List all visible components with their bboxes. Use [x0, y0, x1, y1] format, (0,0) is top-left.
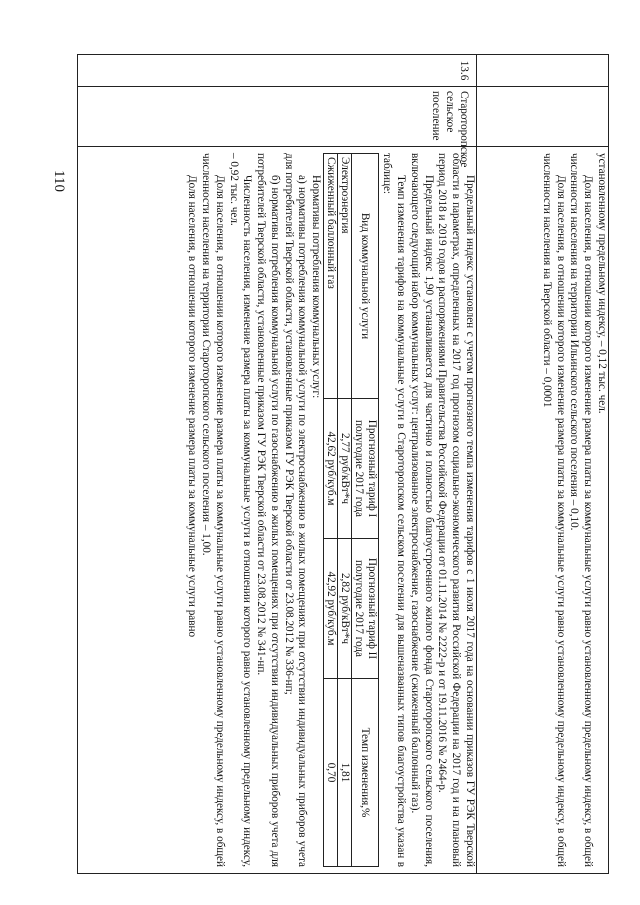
text-paragraph: Нормативы потребления коммунальных услуг: — [310, 175, 323, 399]
tariff-table — [323, 153, 379, 867]
row-content — [477, 147, 609, 874]
text-paragraph: установленному предельному индексу, – 0,12 тыс. чел. — [596, 153, 608, 414]
tariff-header-cell: Темп изменения,% — [351, 679, 378, 867]
settlement-name: Староторопское сельское поселение — [78, 87, 477, 147]
page-number: 110 — [51, 170, 67, 192]
regulation-table — [77, 54, 609, 874]
text-paragraph: Численность населения, изменение размера платы за коммунальные услуги в отношении которого равно установленному предельному индексу, – 0,92 тыс. чел. — [227, 153, 254, 867]
rotated-content — [77, 54, 609, 874]
row-content — [78, 147, 477, 874]
tariff-header-cell: Вид коммунальной услуги — [351, 154, 378, 399]
tariff-cell: 2,77 руб/кВт*ч — [338, 399, 352, 539]
text-paragraph: б) нормативы потребления коммунальной услуги по газоснабжению в жилых помещениях при отсутствии индивидуальных приборов учета для потребителей Тверской области, установленные приказом ГУ РЭК Тверской области от 23.08.2012 № 341-нп. — [255, 153, 281, 867]
text-paragraph: Доля населения, в отношении которого изменение размера платы за коммунальные услуги равно установленному предельному индексу, в общей численности населения на территории Староторопского сельского поселения – 1,00. — [200, 153, 226, 867]
table-row — [78, 55, 477, 874]
tariff-header-cell: Прогнозный тариф II полугодие 2017 года — [351, 539, 378, 679]
text-paragraph: Темп изменения тарифов на коммунальные услуги в Староторопском сельском поселении для вышеназванных типов благоустройства указан в таблице: — [381, 153, 408, 867]
text-paragraph: а) нормативы потребления коммунальной услуги по электроснабжению в жилых помещениях при отсутствии индивидуальных приборов учета для потребителей Тверской области, установленные приказом ГУ РЭК Тверской области от 23.08.2012 № 336-нп; — [282, 153, 309, 867]
tariff-header-row — [351, 154, 378, 867]
text-paragraph: Доля населения, в отношении которого изменение размера платы за коммунальные услуги равно установленному предельному индексу, в общей численности населения на Тверской области – 0,0001 — [540, 153, 567, 867]
tariff-row — [324, 154, 338, 867]
tariff-cell: 2,82 руб/кВт*ч — [338, 539, 352, 679]
tariff-cell: Сжиженный баллонный газ — [324, 154, 338, 399]
row-number: 13.6 — [78, 55, 477, 87]
text-paragraph: Предельный индекс установлен с учетом прогнозного темпа изменения тарифов с 1 июля 2017 года на основании приказов ГУ РЭК Тверской области в параметрах, определенных на 2017 год прогнозом социально-экономического развития Российской Федерации на 2017 год и на плановый период 2018 и 2019 годов и распоряжениями Правительства Российской Федерации от 01.11.2014 № 2222-р и от 19.11.2016 № 2464-р. — [436, 153, 476, 867]
tariff-cell: 42,92 руб/куб.м — [324, 539, 338, 679]
tariff-cell: 42,62 руб/куб.м — [324, 399, 338, 539]
tariff-header-cell: Прогнозный тариф I полугодие 2017 года — [351, 399, 378, 539]
tariff-row — [338, 154, 352, 867]
table-row — [477, 55, 609, 874]
tariff-cell: 0,70 — [324, 679, 338, 867]
row-number — [477, 55, 609, 87]
text-paragraph: Доля населения, в отношении которого изменение размера платы за коммунальные услуги равно установленному предельному индексу, в общей численности населения на территории Ильинского сельского поселения – 0,10. — [568, 153, 595, 867]
tariff-cell: Электроэнергия — [338, 154, 352, 399]
settlement-name — [477, 87, 609, 147]
tariff-cell: 1,81 — [338, 679, 352, 867]
text-paragraph: Доля населения, в отношении которого изменение размера платы за коммунальные услуги равно — [186, 175, 199, 638]
text-paragraph: Предельный индекс 1,90 устанавливается для частично и полностью благоустроенного жилого фонда Староторопского сельского поселения, включающего следующий набор коммунальных услуг: централизованное электроснабжение, газоснабжение (сжиженный баллонный газ). — [408, 153, 435, 867]
